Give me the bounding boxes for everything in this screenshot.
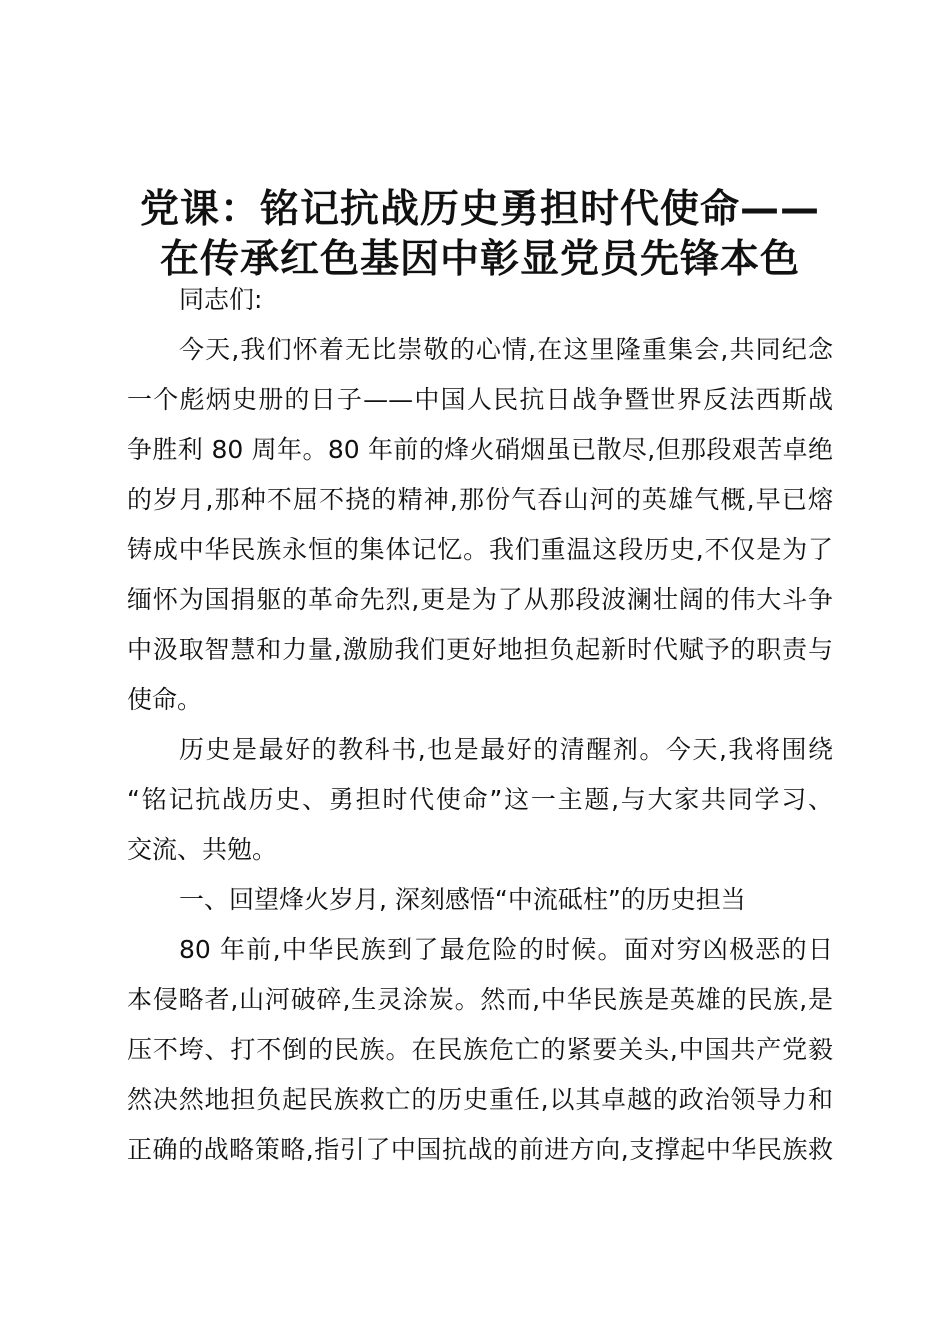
text-line: 今天,我们怀着无比崇敬的心情,在这里隆重集会,共同纪念 bbox=[179, 335, 833, 364]
text-line: 争胜利 80 周年。80 年前的烽火硝烟虽已散尽,但那段艰苦卓绝 bbox=[127, 435, 833, 464]
text-line: 本侵略者,山河破碎,生灵涂炭。然而,中华民族是英雄的民族,是 bbox=[127, 985, 833, 1014]
text-line: 使命。 bbox=[127, 685, 203, 714]
text-line: 80 年前,中华民族到了最危险的时候。面对穷凶极恶的日 bbox=[179, 935, 833, 964]
text-line: 然决然地担负起民族救亡的历史重任,以其卓越的政治领导力和 bbox=[127, 1085, 833, 1114]
document-title-line-1: 党课：铭记抗战历史勇担时代使命—— bbox=[139, 187, 820, 232]
text-line: 的岁月,那种不屈不挠的精神,那份气吞山河的英雄气概,早已熔 bbox=[127, 485, 833, 514]
text-line: 一个彪炳史册的日子——中国人民抗日战争暨世界反法西斯战 bbox=[127, 385, 833, 414]
section-heading bbox=[127, 875, 833, 925]
paragraph bbox=[127, 925, 833, 1175]
paragraph bbox=[127, 275, 833, 325]
document-title-line-2: 在传承红色基因中彰显党员先锋本色 bbox=[159, 237, 800, 282]
text-line: 历史是最好的教科书,也是最好的清醒剂。今天,我将围绕 bbox=[179, 735, 833, 764]
text-line: 同志们: bbox=[179, 285, 263, 314]
text-line: 中汲取智慧和力量,激励我们更好地担负起新时代赋予的职责与 bbox=[127, 635, 833, 664]
text-line: 压不垮、打不倒的民族。在民族危亡的紧要关头,中国共产党毅 bbox=[127, 1035, 833, 1064]
text-line: 正确的战略策略,指引了中国抗战的前进方向,支撑起中华民族救 bbox=[127, 1135, 833, 1164]
text-line: 一、回望烽火岁月, 深刻感悟“中流砥柱”的历史担当 bbox=[179, 885, 746, 914]
text-line: 铸成中华民族永恒的集体记忆。我们重温这段历史,不仅是为了 bbox=[127, 535, 833, 564]
text-line: 交流、共勉。 bbox=[127, 835, 278, 864]
text-line: “铭记抗战历史、勇担时代使命”这一主题,与大家共同学习、 bbox=[127, 785, 833, 814]
document-body bbox=[127, 275, 833, 1175]
paragraph bbox=[127, 725, 833, 875]
paragraph bbox=[127, 325, 833, 725]
text-line: 缅怀为国捐躯的革命先烈,更是为了从那段波澜壮阔的伟大斗争 bbox=[127, 585, 833, 614]
